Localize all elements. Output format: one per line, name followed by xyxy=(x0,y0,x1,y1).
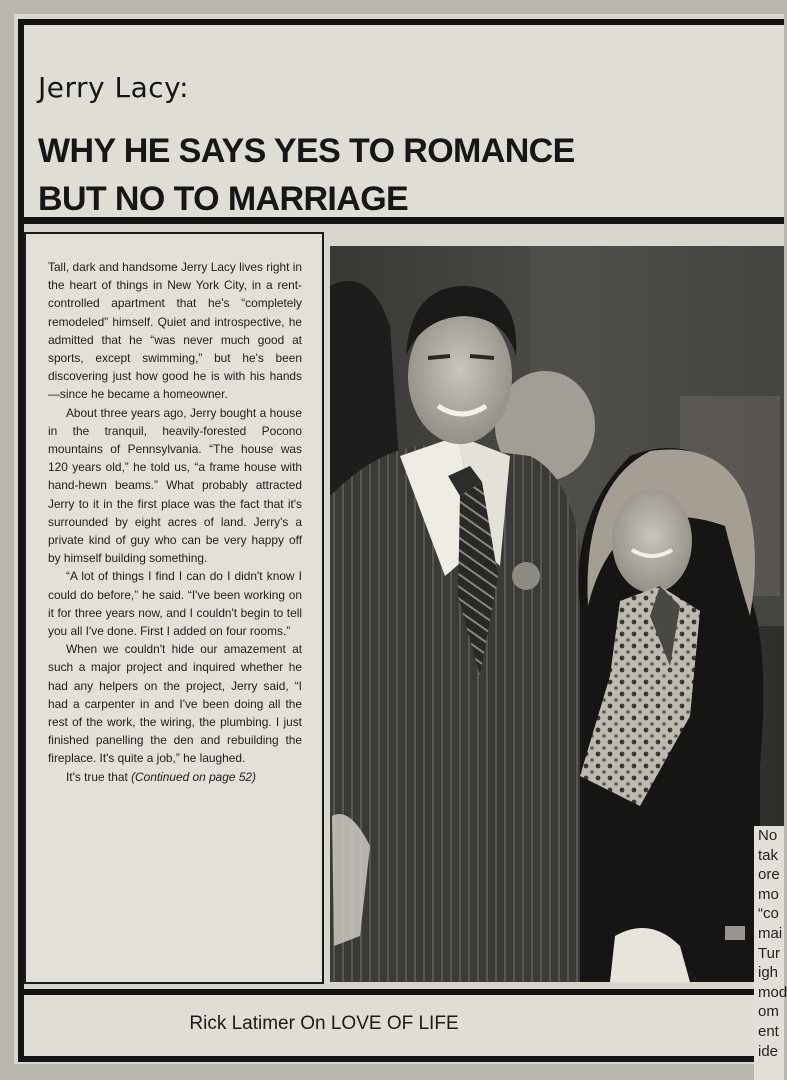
fragment-line: ore xyxy=(758,866,780,884)
paragraph: Tall, dark and handsome Jerry Lacy lives right in the heart of things in New York City, in a rent-controlled apartment that he's “completely remodeled” himself. Quiet and introspective, he admitted that he “was never much good at sports, except swimming,” but he's been discovering just how good he is with his hands—since he became a homeowner. xyxy=(48,260,302,402)
headline-line-1: WHY HE SAYS YES TO ROMANCE xyxy=(38,132,575,170)
photo-illustration xyxy=(330,246,784,982)
fragment-line: ide xyxy=(758,1042,779,1060)
paragraph-last xyxy=(48,768,302,786)
magazine-page xyxy=(14,14,787,1064)
fragment-line: ent xyxy=(758,1022,779,1040)
paragraph: About three years ago, Jerry bought a house in the tranquil, heavily-forested Pocono mountains of Pennsylvania. “The house was 120 years old,” he told us, “a frame house with hand-hewn beams.” What probably attracted Jerry to it in the first place was the fact that it's surrounded by eight acres of land. Jerry's a private kind of guy who can be very happy off by himself building something. xyxy=(48,405,302,566)
fragment-line: tak xyxy=(758,846,779,864)
last-line-text: It's true that xyxy=(66,769,132,784)
title-box xyxy=(24,25,784,224)
fragment-line: om xyxy=(758,1003,779,1021)
paragraph: “A lot of things I find I can do I didn't know I could do before,” he said. “I've been working on it for three years now, and I couldn't begin to tell you all I've done. First I added on four rooms.” xyxy=(48,569,302,639)
headline-line-2: BUT NO TO MARRIAGE xyxy=(38,180,409,218)
continued-note: (Continued on page 52) xyxy=(131,769,257,784)
kicker: Jerry Lacy: xyxy=(38,71,190,104)
fragment-line: mo xyxy=(758,885,779,903)
article-body xyxy=(48,258,302,786)
adjacent-page-fragment xyxy=(754,826,787,1080)
headline xyxy=(38,127,738,223)
caption-box xyxy=(24,989,784,1056)
photo xyxy=(330,246,784,982)
fragment-line: mai xyxy=(758,924,783,942)
paragraph: When we couldn't hide our amazement at such a major project and inquired whether he had any helpers on the project, Jerry said, “I had a carpenter in and I've been doing all the rest of the work, the wiring, the plumbing. I just finished panelling the den and rebuilding the fireplace. It's quite a job,” he laughed. xyxy=(48,642,302,766)
fragment-line: mod xyxy=(758,983,787,1001)
fragment-line: No xyxy=(758,827,778,844)
fragment-line: igh xyxy=(758,964,779,982)
photo-caption: Rick Latimer On LOVE OF LIFE xyxy=(189,1013,459,1034)
fragment-line: Tur xyxy=(758,944,780,962)
fragment-line: “co xyxy=(758,905,779,923)
article-column xyxy=(24,232,324,984)
